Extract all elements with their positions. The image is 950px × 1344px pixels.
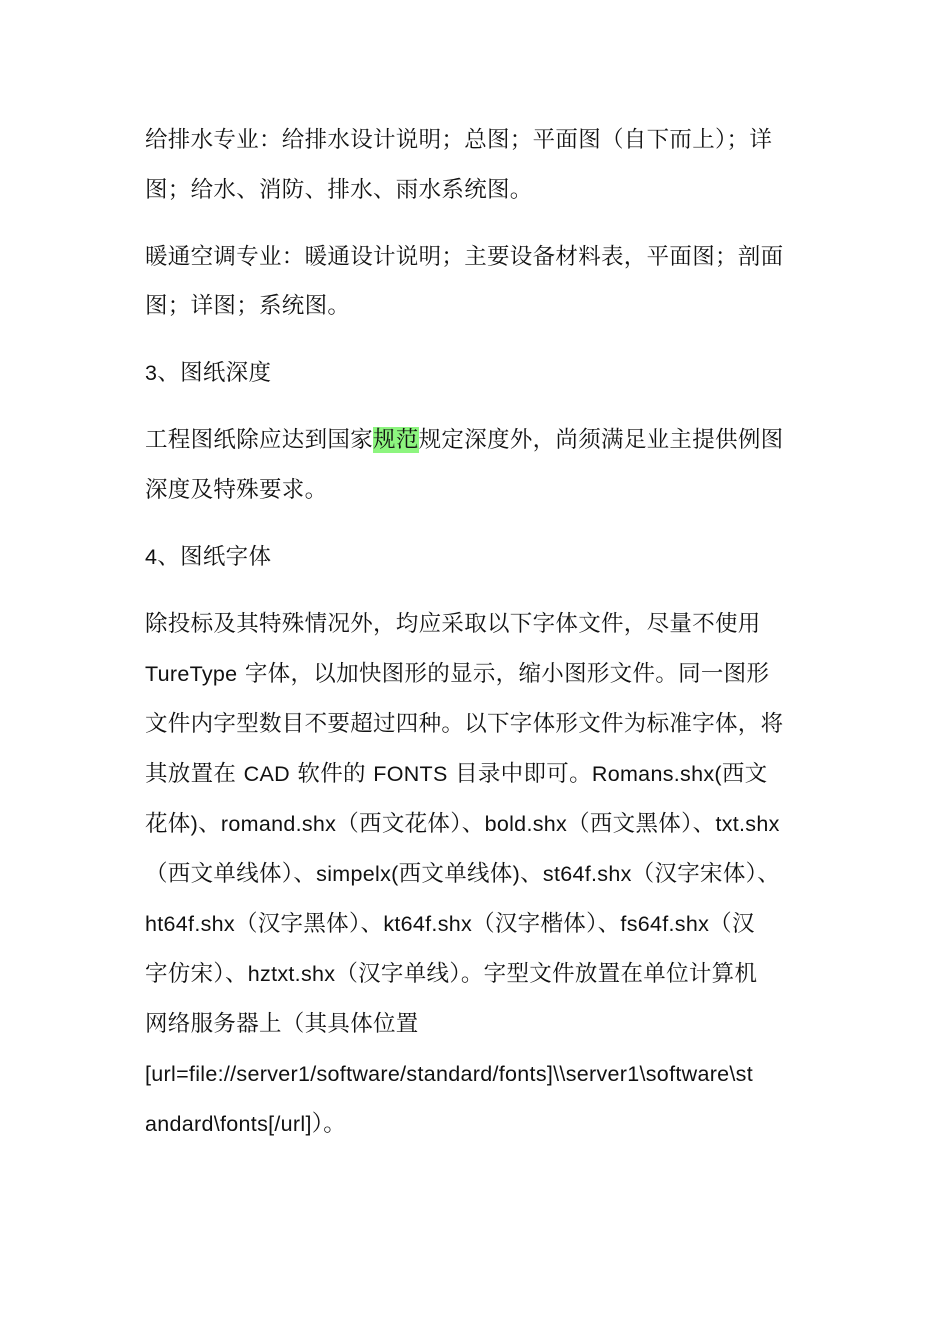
text-run: bold.shx [484, 812, 568, 836]
paragraph-plumbing-line-2: 图；给水、消防、排水、雨水系统图。 [145, 177, 533, 203]
text-run: 字体，以加快图形的显示，缩小图形文件。同一图形 [237, 661, 770, 687]
paragraph-fonts-line-3: 文件内字型数目不要超过四种。以下字体形文件为标准字体，将 [145, 711, 784, 737]
text-run: txt.shx [715, 812, 780, 836]
text-run: 规定深度外，尚须满足业主提供例图 [418, 427, 784, 453]
text-run: （西文单线体）、 [145, 861, 317, 887]
text-run: hztxt.shx [247, 962, 336, 986]
paragraph-fonts-line-11 [145, 1109, 825, 1139]
section-heading-drawing-depth [145, 358, 825, 388]
text-run: （汉字黑体）、 [234, 911, 384, 937]
paragraph-depth-line-1 [145, 425, 825, 455]
text-run: 其放置在 [145, 761, 244, 787]
paragraph-depth-line-2: 深度及特殊要求。 [145, 477, 328, 503]
text-run: 目录中即可。 [447, 761, 592, 787]
paragraph-fonts-line-10: [url=file://server1/software/standard/fonts]\\server1\software\st [145, 1062, 754, 1086]
highlighted-text: 规范 [373, 427, 419, 453]
heading-number: 3 [145, 361, 158, 385]
text-run: 西文单线体 [398, 861, 513, 887]
paragraph-fonts-line-7 [145, 909, 825, 939]
text-run: st64f.shx [542, 862, 632, 886]
paragraph-fonts-line-4 [145, 759, 825, 789]
text-run: CAD [243, 762, 290, 786]
heading-text: 、图纸字体 [157, 544, 272, 570]
text-run: 、 [198, 811, 221, 837]
text-run: FONTS [373, 762, 448, 786]
paragraph-fonts-line-8 [145, 959, 825, 989]
paragraph-hvac-line-2: 图；详图；系统图。 [145, 293, 351, 319]
text-run: 、 [520, 861, 543, 887]
text-run: romand.shx [220, 812, 337, 836]
text-run: （西文黑体）、 [567, 811, 716, 837]
text-run: （汉 [709, 911, 755, 937]
text-run: ）。 [311, 1111, 347, 1137]
text-run: （西文花体）、 [336, 811, 485, 837]
text-run: 字仿宋）、 [145, 961, 248, 987]
text-run: Romans.shx( [591, 762, 722, 786]
text-run: （汉字楷体）、 [472, 911, 621, 937]
text-run: TureType [145, 662, 238, 686]
paragraph-hvac-line-1: 暖通空调专业：暖通设计说明；主要设备材料表，平面图；剖面 [145, 244, 784, 270]
text-run: 工程图纸除应达到国家 [145, 427, 374, 453]
text-run: simpelx( [316, 862, 399, 886]
heading-number: 4 [145, 545, 158, 569]
heading-text: 、图纸深度 [157, 360, 272, 386]
paragraph-fonts-line-2 [145, 659, 825, 689]
paragraph-fonts-line-5 [145, 809, 825, 839]
text-run: ht64f.shx [145, 912, 235, 936]
text-run: fs64f.shx [620, 912, 710, 936]
text-run: （汉字宋体）、 [631, 861, 780, 887]
paragraph-fonts-line-9: 网络服务器上（其具体位置 [145, 1011, 419, 1037]
section-heading-drawing-fonts [145, 542, 825, 572]
text-run: ) [512, 862, 521, 886]
paragraph-fonts-line-1: 除投标及其特殊情况外，均应采取以下字体文件，尽量不使用 [145, 611, 761, 637]
text-run: 软件的 [289, 761, 374, 787]
paragraph-fonts-line-6 [145, 859, 825, 889]
text-run: 西文 [721, 761, 768, 787]
text-run: 花体 [145, 811, 191, 837]
text-run: （汉字单线）。字型文件放置在单位计算机 [335, 961, 758, 987]
text-run: andard\fonts[/url] [145, 1112, 312, 1136]
text-run: kt64f.shx [383, 912, 473, 936]
paragraph-plumbing-line-1: 给排水专业：给排水设计说明；总图；平面图（自下而上）；详 [145, 127, 773, 153]
text-run: ) [190, 812, 199, 836]
